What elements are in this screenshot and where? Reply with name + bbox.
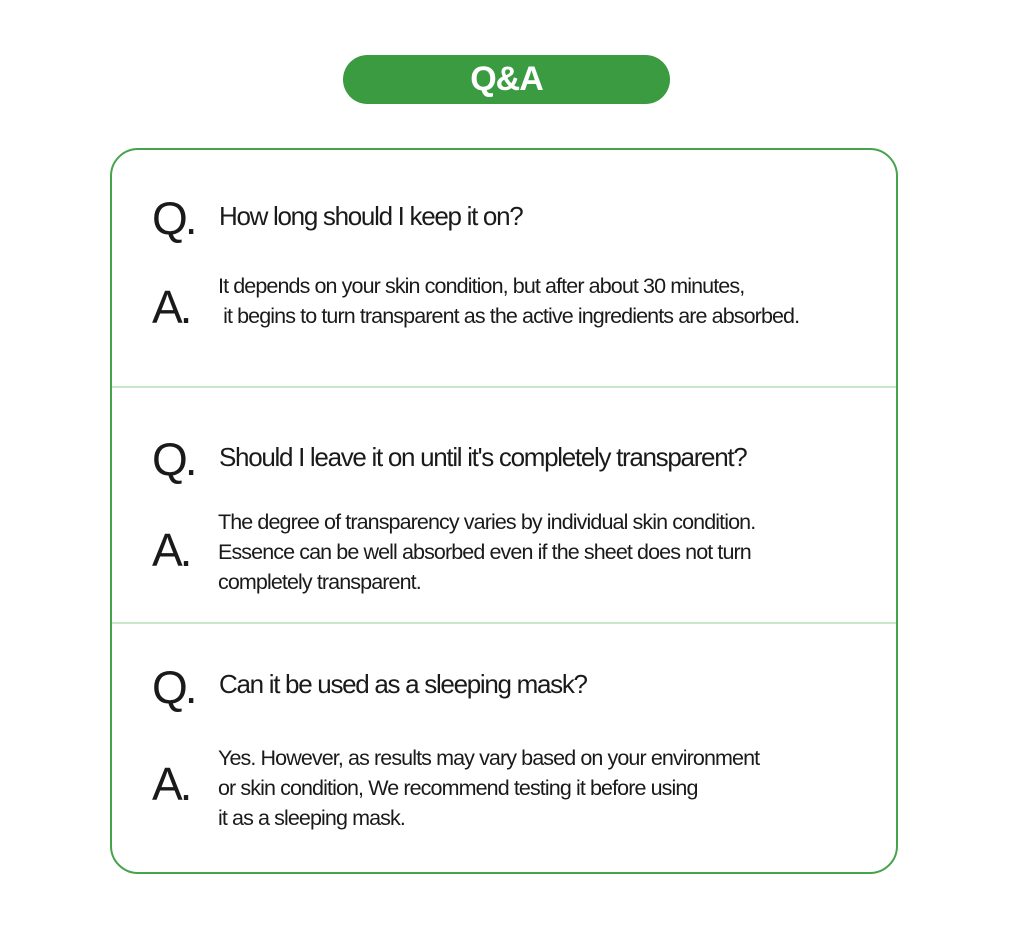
question-mark-3: Q. [152, 661, 195, 713]
answer-mark-1: A. [152, 281, 190, 333]
qa-title-badge [343, 55, 670, 104]
question-1: How long should I keep it on? [219, 201, 523, 231]
qa-divider [112, 386, 896, 388]
question-mark-2: Q. [152, 433, 195, 485]
answer-3-line: Yes. However, as results may vary based on your environment [218, 746, 760, 770]
question-mark-1: Q. [152, 192, 195, 244]
answer-2-line: The degree of transparency varies by individual skin condition. [218, 510, 756, 534]
answer-2 [218, 507, 755, 597]
qa-panel [110, 148, 898, 874]
question-2: Should I leave it on until it's completely transparent? [219, 442, 747, 472]
answer-2-line: Essence can be well absorbed even if the sheet does not turn [218, 540, 751, 564]
question-3: Can it be used as a sleeping mask? [219, 669, 587, 699]
qa-divider [112, 622, 896, 624]
answer-1-line: it begins to turn transparent as the active ingredients are absorbed. [218, 304, 800, 328]
qa-title: Q&A [470, 60, 543, 98]
answer-3-line: or skin condition, We recommend testing it before using [218, 776, 698, 800]
answer-3-line: it as a sleeping mask. [218, 806, 405, 830]
answer-mark-3: A. [152, 758, 190, 810]
answer-3 [218, 743, 759, 833]
answer-1-line: It depends on your skin condition, but after about 30 minutes, [218, 274, 745, 298]
answer-2-line: completely transparent. [218, 570, 421, 594]
answer-mark-2: A. [152, 524, 190, 576]
answer-1 [218, 271, 799, 331]
